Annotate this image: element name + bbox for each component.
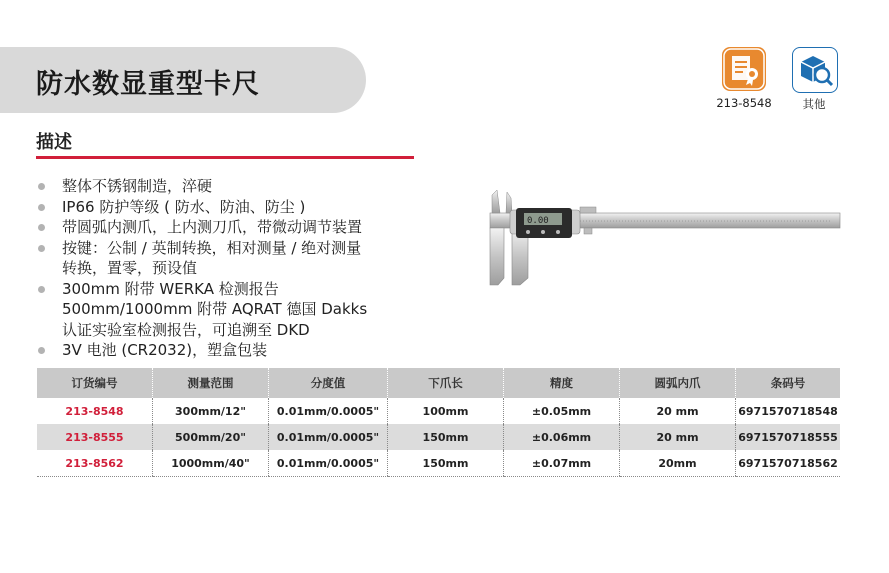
certificate-icon (722, 47, 766, 91)
column-header: 下爪长 (388, 368, 504, 398)
column-header: 圆弧内爪 (620, 368, 736, 398)
column-header: 精度 (504, 368, 620, 398)
column-header: 订货编号 (37, 368, 153, 398)
badge-label: 213-8548 (716, 96, 772, 110)
accuracy: ±0.05mm (504, 398, 620, 424)
feature-item: IP66 防护等级 ( 防水、防油、防尘 ) (38, 197, 367, 218)
feature-item: 整体不锈钢制造，淬硬 (38, 176, 367, 197)
feature-item: 按键：公制 / 英制转换，相对测量 / 绝对测量 转换，置零，预设值 (38, 238, 367, 279)
measuring-range: 300mm/12" (153, 398, 269, 424)
resolution: 0.01mm/0.0005" (269, 450, 388, 477)
resolution: 0.01mm/0.0005" (269, 424, 388, 450)
accuracy: ±0.07mm (504, 450, 620, 477)
box-search-icon (793, 48, 837, 92)
feature-item: 3V 电池 (CR2032)，塑盒包装 (38, 340, 367, 361)
round-inner-jaw: 20 mm (620, 398, 736, 424)
barcode: 6971570718548 (736, 398, 841, 424)
feature-list (38, 176, 367, 361)
caliper-image (480, 190, 850, 290)
section-divider (36, 156, 414, 159)
spec-table (37, 368, 840, 477)
column-header: 条码号 (736, 368, 841, 398)
other-badge[interactable] (792, 47, 838, 93)
table-row (37, 450, 840, 477)
table-row (37, 398, 840, 424)
column-header: 测量范围 (153, 368, 269, 398)
order-number: 213-8548 (37, 398, 153, 424)
round-inner-jaw: 20mm (620, 450, 736, 477)
measuring-range: 1000mm/40" (153, 450, 269, 477)
order-number: 213-8562 (37, 450, 153, 477)
accuracy: ±0.06mm (504, 424, 620, 450)
feature-item: 带圆弧内测爪，上内测刀爪，带微动调节装置 (38, 217, 367, 238)
certificate-badge[interactable] (722, 47, 766, 91)
feature-item: 300mm 附带 WERKA 检测报告 500mm/1000mm 附带 AQRAT 德国 Dakks 认证实验室检测报告，可追溯至 DKD (38, 279, 367, 341)
column-header: 分度值 (269, 368, 388, 398)
round-inner-jaw: 20 mm (620, 424, 736, 450)
lower-jaw-length: 100mm (388, 398, 504, 424)
measuring-range: 500mm/20" (153, 424, 269, 450)
barcode: 6971570718555 (736, 424, 841, 450)
barcode: 6971570718562 (736, 450, 841, 477)
order-number: 213-8555 (37, 424, 153, 450)
resolution: 0.01mm/0.0005" (269, 398, 388, 424)
lower-jaw-length: 150mm (388, 450, 504, 477)
table-row (37, 424, 840, 450)
section-title: 描述 (36, 132, 72, 153)
badge-label: 其他 (802, 97, 826, 111)
page-title: 防水数显重型卡尺 (36, 69, 260, 100)
table-header-row (37, 368, 840, 398)
svg-text:0.00: 0.00 (527, 216, 549, 226)
lower-jaw-length: 150mm (388, 424, 504, 450)
